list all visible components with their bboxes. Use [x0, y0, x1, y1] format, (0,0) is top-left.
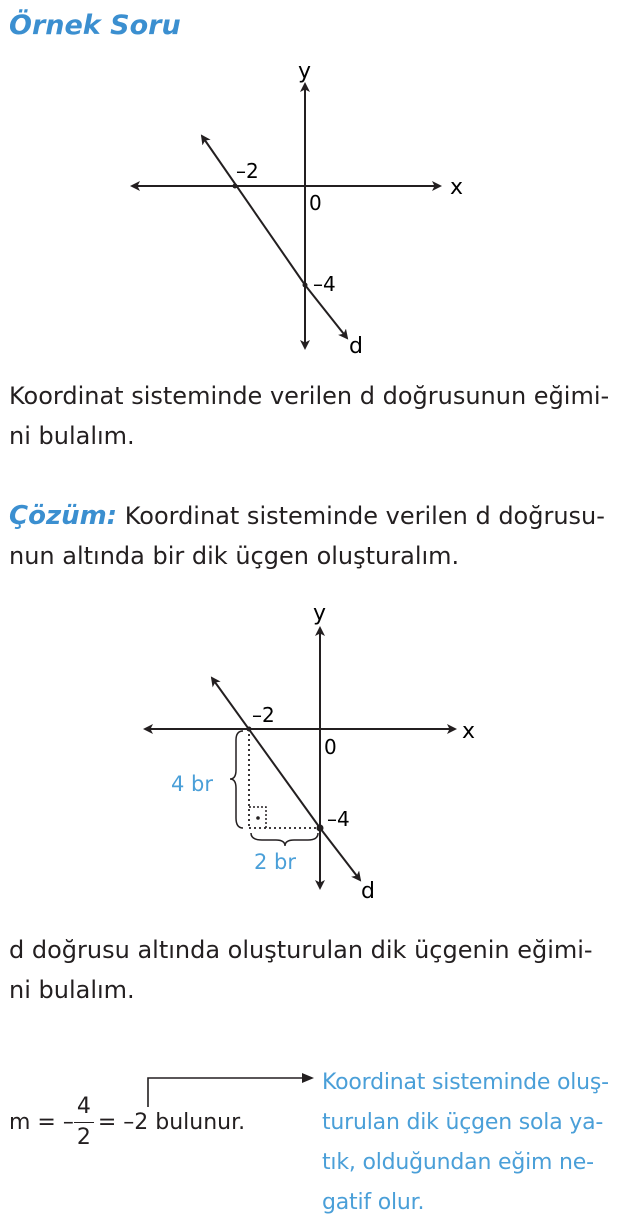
x-intercept-point — [233, 184, 238, 189]
y-axis-label: y — [298, 59, 312, 84]
note-line-4: gatif olur. — [322, 1190, 425, 1215]
formula-lhs: m = – — [9, 1110, 74, 1135]
note-connector-arrow — [140, 1070, 320, 1110]
solution-text — [9, 496, 627, 576]
example-figure — [0, 50, 636, 360]
y-intercept-label: –4 — [313, 272, 336, 296]
horizontal-brace — [251, 833, 318, 846]
note-line-2: turulan dik üçgen sola ya- — [322, 1110, 604, 1135]
note-line-3: tık, olduğundan eğim ne- — [322, 1150, 594, 1175]
x-intercept-point — [247, 727, 252, 732]
solution-figure — [0, 590, 636, 910]
question-text — [9, 376, 627, 456]
line-d-label: d — [349, 334, 363, 359]
note-line-1: Koordinat sisteminde oluş- — [322, 1070, 609, 1095]
note-text — [322, 1063, 627, 1223]
formula-fraction — [74, 1092, 94, 1153]
solution-line-2: nun altında bir dik üçgen oluşturalım. — [9, 542, 460, 570]
vertical-leg-label: 4 br — [171, 772, 213, 796]
solution-line-1: Koordinat sisteminde verilen d doğrusu- — [124, 502, 605, 530]
x-axis-label: x — [462, 719, 476, 744]
step-line-1: d doğrusu altında oluşturulan dik üçgenin eğimi- — [9, 936, 593, 964]
question-line-1: Koordinat sisteminde verilen d doğrusunun eğimi- — [9, 382, 610, 410]
x-axis-label: x — [450, 175, 464, 200]
formula-numerator: 4 — [74, 1092, 94, 1123]
x-intercept-label: –2 — [252, 703, 275, 727]
x-intercept-label: –2 — [236, 159, 259, 183]
vertical-brace — [230, 731, 243, 828]
line-d-label: d — [361, 879, 375, 904]
example-heading: Örnek Soru — [9, 10, 181, 41]
y-intercept-point — [303, 283, 308, 288]
question-line-2: ni bulalım. — [9, 422, 135, 450]
formula-rhs: = –2 bulunur. — [97, 1110, 246, 1135]
line-d-ext — [320, 828, 360, 880]
y-axis-label: y — [313, 601, 327, 626]
solution-heading: Çözüm: — [9, 501, 118, 531]
right-angle-dot — [256, 816, 260, 820]
formula-denominator: 2 — [76, 1125, 91, 1150]
y-intercept-point — [317, 825, 324, 832]
origin-label: 0 — [324, 735, 337, 759]
step-text — [9, 930, 627, 1010]
step-line-2: ni bulalım. — [9, 976, 135, 1004]
y-intercept-label: –4 — [327, 807, 350, 831]
line-d — [212, 678, 320, 828]
horizontal-leg-label: 2 br — [254, 850, 296, 874]
origin-label: 0 — [309, 191, 322, 215]
